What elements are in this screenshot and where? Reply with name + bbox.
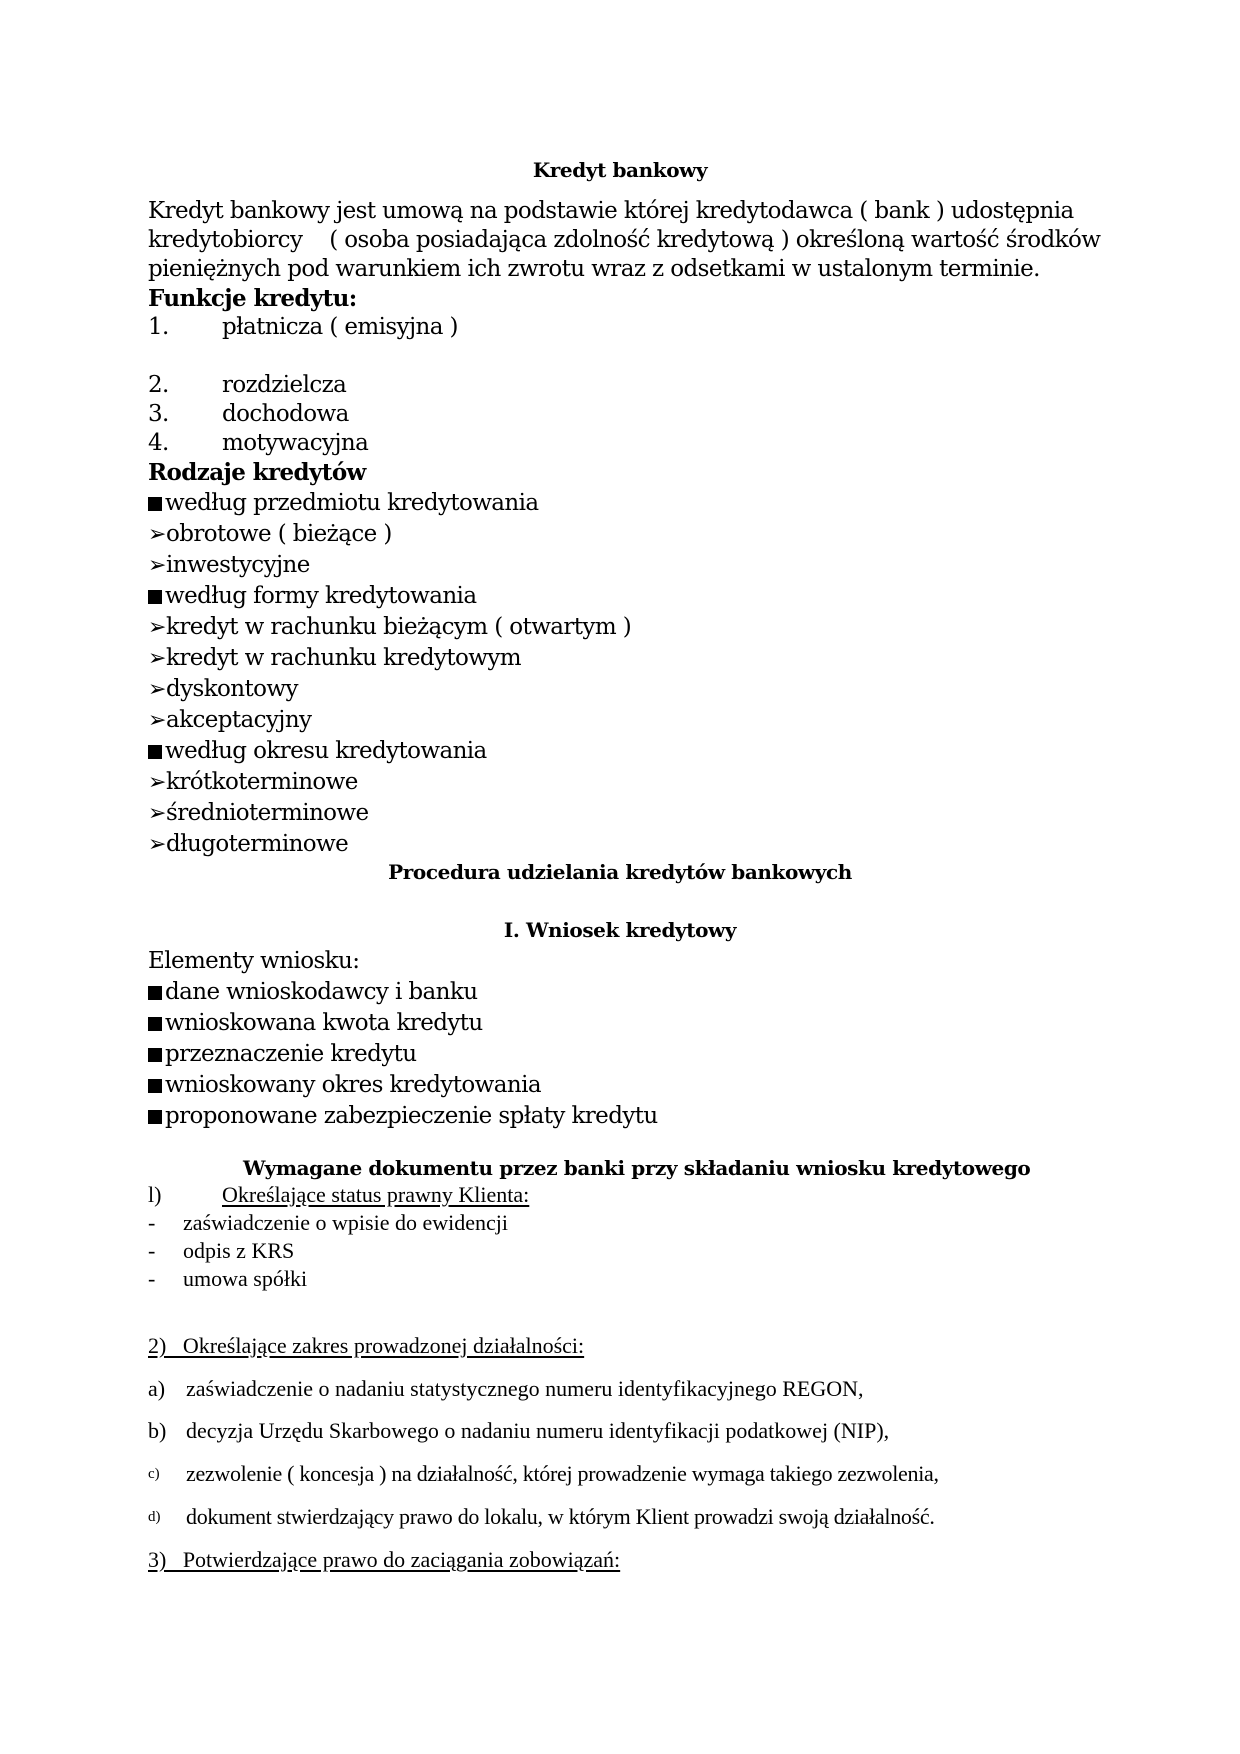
type-item: ➢średnioterminowe [148, 800, 369, 826]
square-bullet-icon [148, 986, 162, 1000]
function-item: rozdzielcza [222, 372, 347, 398]
element-item: proponowane zabezpieczenie spłaty kredytu [148, 1105, 658, 1128]
type-item: według formy kredytowania [148, 585, 476, 608]
group-number: l) [148, 1182, 162, 1207]
functions-heading: Funkcje kredytu: [148, 285, 357, 312]
element-item: dane wnioskodawcy i banku [148, 981, 477, 1004]
documents-heading: Wymagane dokumentu przez banki przy składaniu wniosku kredytowego [243, 1156, 1031, 1180]
function-number: 2. [148, 372, 169, 398]
document-item: zaświadczenie o nadaniu statystycznego numeru identyfikacyjnego REGON, [186, 1376, 864, 1401]
document-item: dokument stwierdzający prawo do lokalu, w którym Klient prowadzi swoją działalność. [186, 1504, 935, 1529]
square-bullet-icon [148, 745, 162, 759]
square-bullet-icon [148, 497, 162, 511]
intro-line: pieniężnych pod warunkiem ich zwrotu wraz z odsetkami w ustalonym terminie. [148, 256, 1040, 282]
function-item: płatnicza ( emisyjna ) [222, 314, 458, 340]
type-item: ➢długoterminowe [148, 831, 349, 857]
dash-marker: - [148, 1238, 156, 1263]
arrow-bullet-icon: ➢ [148, 801, 166, 826]
intro-line: Kredyt bankowy jest umową na podstawie której kredytodawca ( bank ) udostępnia [148, 198, 1074, 224]
element-item: wnioskowany okres kredytowania [148, 1074, 541, 1097]
function-number: 1. [148, 314, 169, 340]
arrow-bullet-icon: ➢ [148, 677, 166, 702]
function-item: motywacyjna [222, 430, 369, 456]
arrow-bullet-icon: ➢ [148, 553, 166, 578]
item-letter: a) [148, 1376, 166, 1401]
square-bullet-icon [148, 590, 162, 604]
type-item: według przedmiotu kredytowania [148, 492, 539, 515]
square-bullet-icon [148, 1079, 162, 1093]
arrow-bullet-icon: ➢ [148, 646, 166, 671]
item-letter: d) [148, 1509, 161, 1525]
type-item: według okresu kredytowania [148, 740, 487, 763]
procedure-heading: Procedura udzielania kredytów bankowych [388, 860, 852, 884]
type-item: ➢inwestycyjne [148, 552, 310, 578]
square-bullet-icon [148, 1048, 162, 1062]
group-title: 3) Potwierdzające prawo do zaciągania zobowiązań: [148, 1547, 621, 1572]
type-item: ➢kredyt w rachunku bieżącym ( otwartym ) [148, 614, 632, 640]
item-letter: b) [148, 1418, 167, 1443]
function-item: dochodowa [222, 401, 349, 427]
document-item: umowa spółki [183, 1266, 308, 1291]
type-item: ➢dyskontowy [148, 676, 298, 702]
types-heading: Rodzaje kredytów [148, 459, 366, 486]
function-number: 3. [148, 401, 169, 427]
arrow-bullet-icon: ➢ [148, 708, 166, 733]
type-item: ➢krótkoterminowe [148, 769, 358, 795]
arrow-bullet-icon: ➢ [148, 522, 166, 547]
document-item: decyzja Urzędu Skarbowego o nadaniu numeru identyfikacji podatkowej (NIP), [186, 1418, 890, 1443]
page-title: Kredyt bankowy [532, 158, 708, 182]
element-item: przeznaczenie kredytu [148, 1043, 417, 1066]
arrow-bullet-icon: ➢ [148, 615, 166, 640]
function-number: 4. [148, 430, 169, 456]
arrow-bullet-icon: ➢ [148, 832, 166, 857]
group-title: 2) Określające zakres prowadzonej działalności: [148, 1333, 585, 1358]
square-bullet-icon [148, 1017, 162, 1031]
element-item: wnioskowana kwota kredytu [148, 1012, 483, 1035]
section-heading: I. Wniosek kredytowy [503, 918, 737, 942]
dash-marker: - [148, 1210, 156, 1235]
elements-label: Elementy wniosku: [148, 948, 360, 974]
type-item: ➢kredyt w rachunku kredytowym [148, 645, 521, 671]
type-item: ➢obrotowe ( bieżące ) [148, 521, 392, 547]
intro-line: kredytobiorcy ( osoba posiadająca zdolność kredytową ) określoną wartość środków [148, 227, 1101, 253]
dash-marker: - [148, 1266, 156, 1291]
document-item: odpis z KRS [183, 1238, 295, 1263]
document-item: zezwolenie ( koncesja ) na działalność, której prowadzenie wymaga takiego zezwolenia, [186, 1461, 939, 1486]
type-item: ➢akceptacyjny [148, 707, 312, 733]
item-letter: c) [148, 1466, 160, 1482]
arrow-bullet-icon: ➢ [148, 770, 166, 795]
document-item: zaświadczenie o wpisie do ewidencji [183, 1210, 508, 1235]
square-bullet-icon [148, 1110, 162, 1124]
group-title: Określające status prawny Klienta: [222, 1182, 530, 1207]
